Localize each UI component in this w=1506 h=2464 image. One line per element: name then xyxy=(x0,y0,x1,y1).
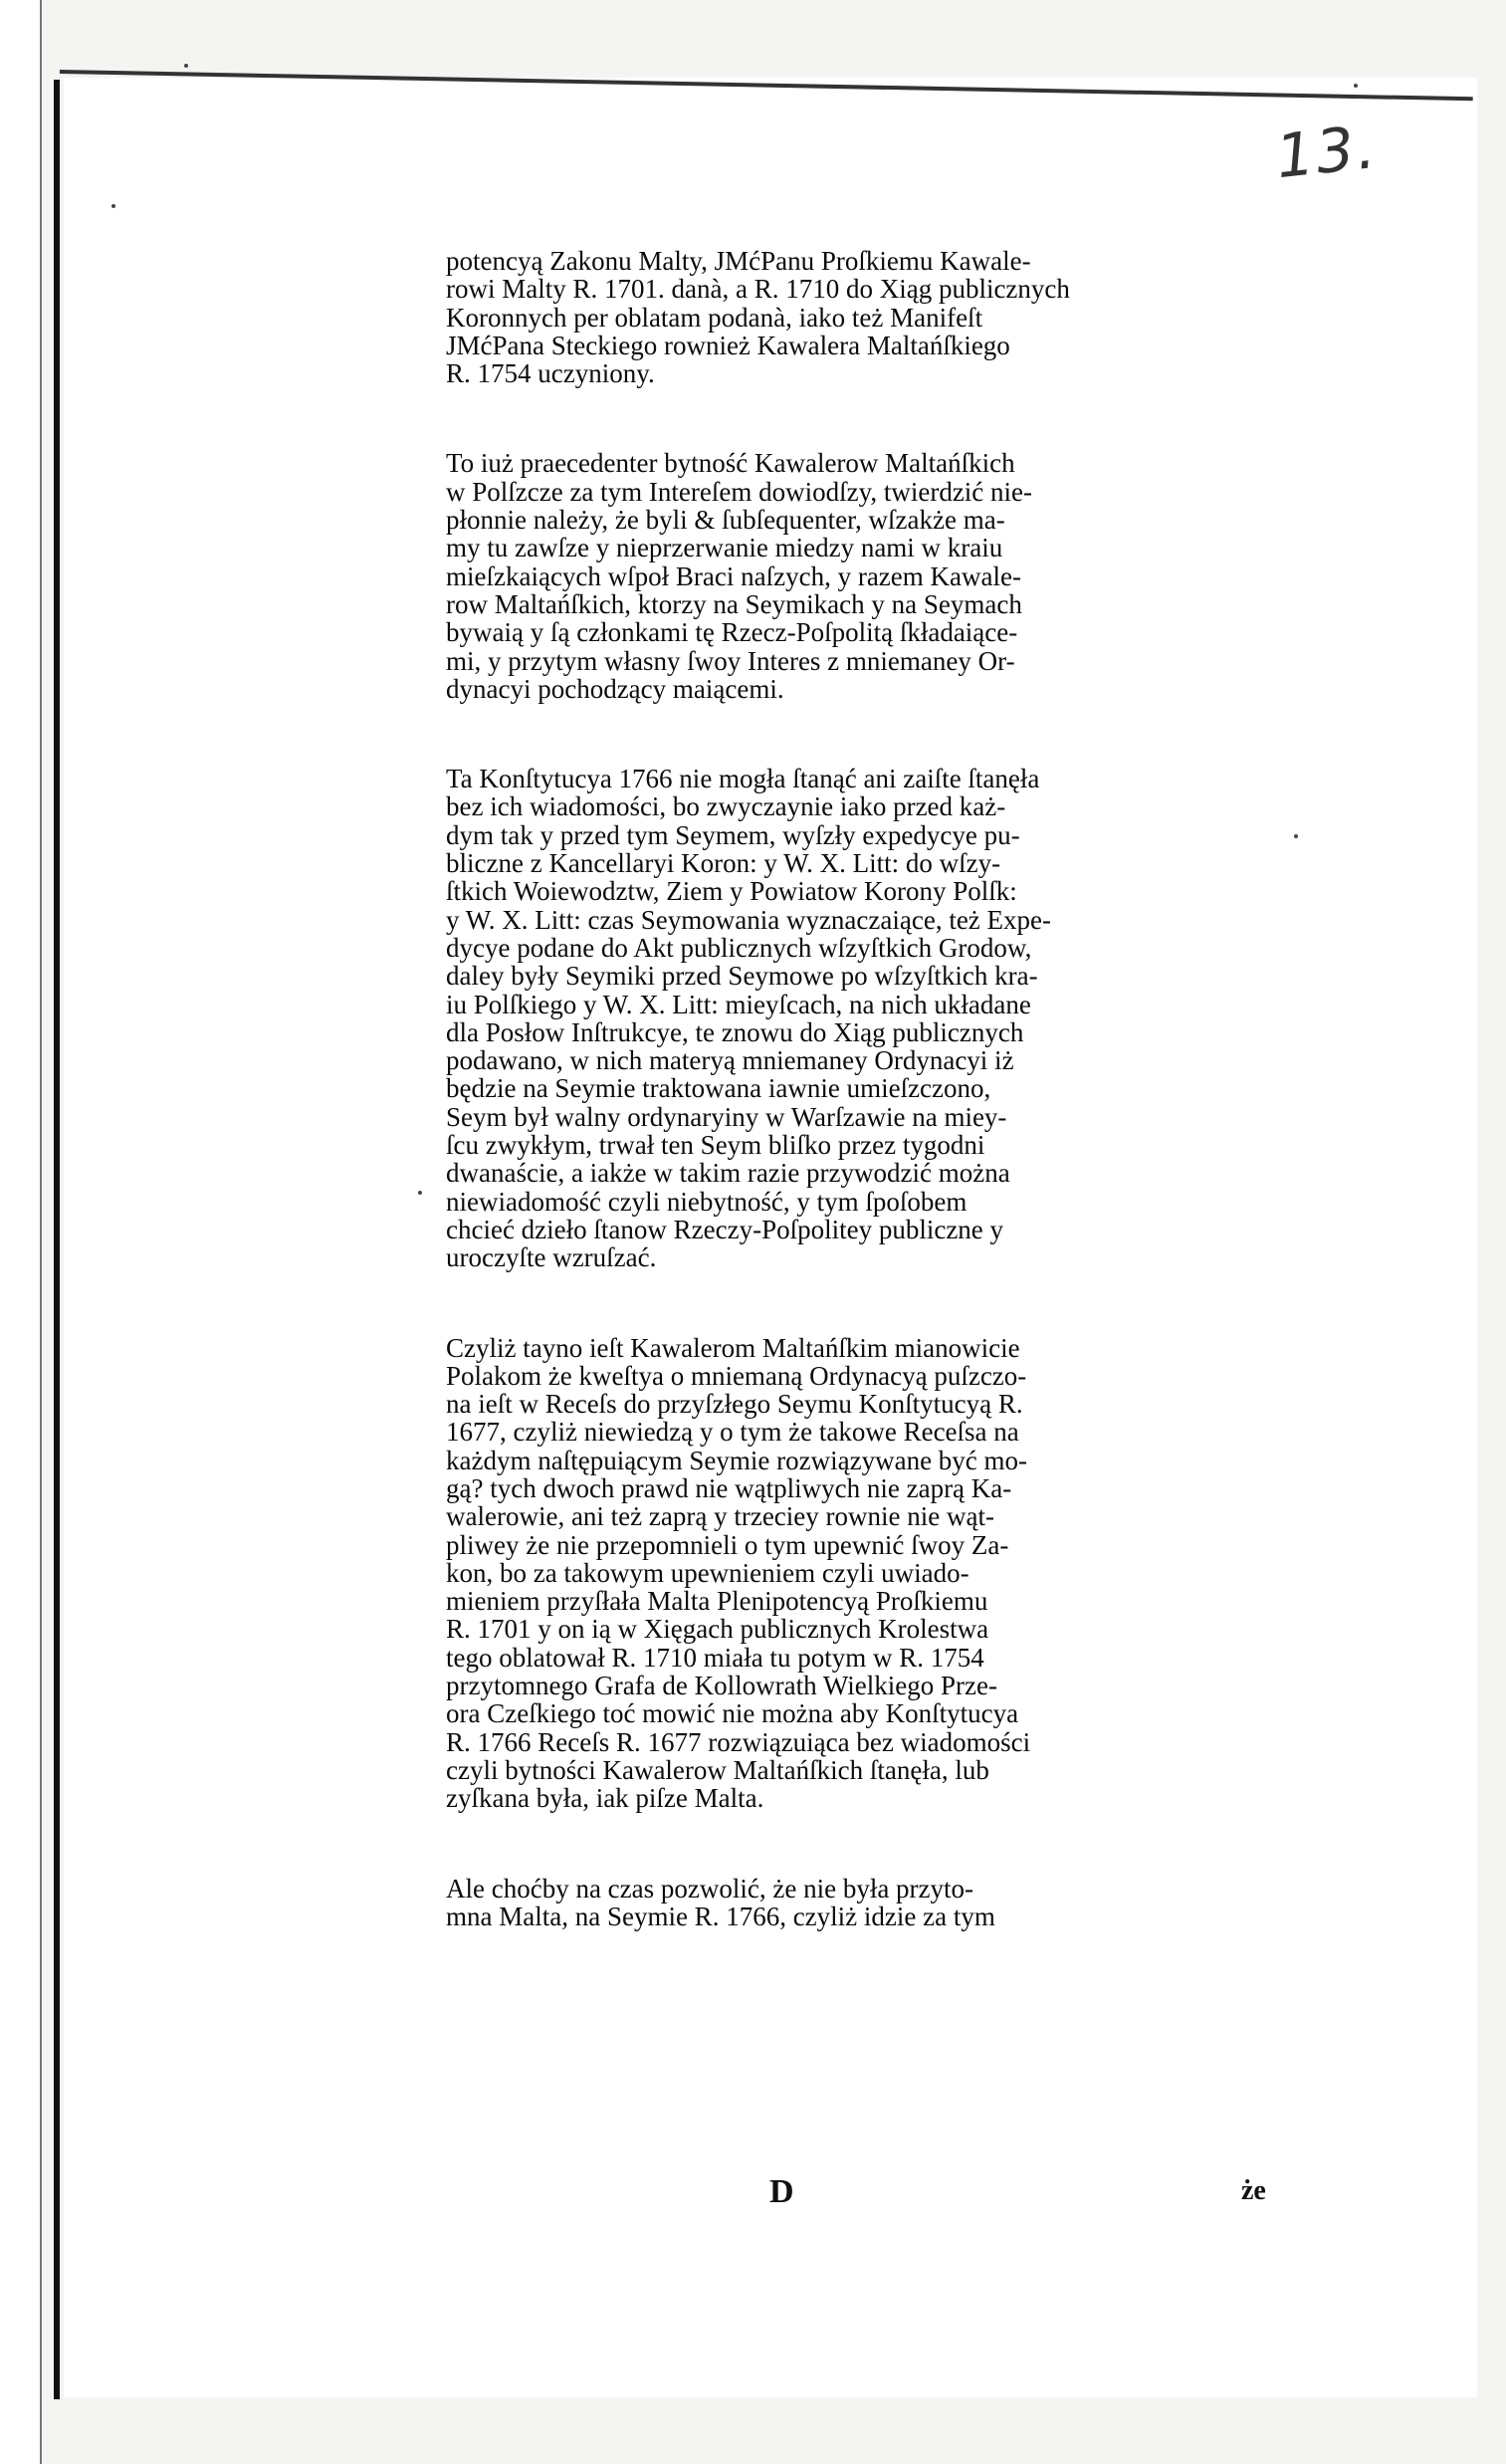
folio-number: 13. xyxy=(1272,112,1381,193)
paragraph-4: Czyliż tayno ieſt Kawalerom Maltańſkim mianowicie Polakom że kweſtya o mniemaną Ordynacyą puſzczo- na ieſt w Receſs do przyſzłego Seymu Konſtytucyą R. 1677, czyliż niewiedzą y o tym że takowe Receſsa na każdym naſtępuiącym Seymie rozwiązywane być mo- gą? tych dwoch prawd nie wątpliwych nie zaprą Ka- walerowie, ani też zaprą y trzeciey rownie nie wąt- pliwey że nie przepomnieli o tym upewnić ſwoy Za- kon, bo za takowym upewnieniem czyli uwiado- mieniem przyſłała Malta Plenipotencyą Proſkiemu R. 1701 y on ią w Xięgach publicznych Krolestwa tego oblatował R. 1710 miała tu potym w R. 1754 przytomnego Grafa de Kollowrath Wielkiego Prze- ora Czeſkiego toć mowić nie można aby Konſtytucya R. 1766 Receſs R. 1677 rozwiązuiąca bez wiadomości czyli bytności Kawalerow Maltańſkich ſtanęła, lub zyſkana była, iak piſze Malta. xyxy=(446,1332,1031,1814)
catchword: że xyxy=(1241,2175,1266,2206)
paragraph-3: Ta Konſtytucya 1766 nie mogła ſtanąć ani zaiſte ſtanęła bez ich wiadomości, bo zwyczaynie iako przed każ- dym tak y przed tym Seymem, wyſzły expedycye pu- bliczne z Kancellaryi Koron: y W. X. Litt: do wſzy- ſtkich Woiewodztw, Ziem y Powiatow Korony Polſk: y W. X. Litt: czas Seymowania wyznaczaiące, też Expe- dycye podane do Akt publicznych wſzyſtkich Grodow, daley były Seymiki przed Seymowe po wſzyſtkich kra- iu Polſkiego y W. X. Litt: mieyſcach, na nich układane dla Posłow Inſtrukcye, te znowu do Xiąg publicznych podawano, w nich materyą mniemaney Ordynacyi iż będzie na Seymie traktowana iawnie umieſzczono, Seym był walny ordynaryiny w Warſzawie na miey- ſcu zwykłym, trwał ten Seym bliſko przez tygodni dwanaście, a iakże w takim razie przywodzić można niewiadomość czyli niebytność, y tym ſpoſobem chcieć dzieło ſtanow Rzeczy-Poſpolitey publiczne y uroczyſte wzruſzać. xyxy=(446,764,1052,1273)
binding-edge xyxy=(54,80,60,2399)
binding-margin xyxy=(0,0,42,2464)
signature-mark: D xyxy=(769,2173,794,2210)
paragraph-5: Ale choćby na czas pozwolić, że nie była przyto- mna Malta, na Seymie R. 1766, czyliż idzie za tym xyxy=(446,1873,995,1931)
scan-speck xyxy=(1354,84,1358,88)
scan-speck xyxy=(111,204,115,208)
paragraph-1: potencyą Zakonu Malty, JMćPanu Proſkiemu Kawale- rowi Malty R. 1701. danà, a R. 1710 do Xiąg publicznych Koronnych per oblatam podanà, iako też Manifeſt JMćPana Steckiego rownież Kawalera Maltańſkiego R. 1754 uczyniony. xyxy=(446,246,1070,389)
body-text xyxy=(446,247,1284,1930)
paragraph-2: To iuż praecedenter bytność Kawalerow Maltańſkich w Polſzcze za tym Intereſem dowiodſzy, twierdzić nie- płonnie należy, że byli & ſubſequenter, wſzakże ma- my tu zawſze y nieprzerwanie miedzy nami w kraiu mieſzkaiących wſpoł Braci naſzych, y razem Kawale- row Maltańſkich, ktorzy na Seymikach y na Seymach bywaią y ſą członkami tę Rzecz-Poſpolitą ſkładaiące- mi, y przytym własny ſwoy Interes z mniemaney Or- dynacyi pochodzący maiącemi. xyxy=(446,448,1033,704)
scan-speck xyxy=(1294,834,1298,838)
scan-speck xyxy=(184,64,188,68)
scan-speck xyxy=(418,1191,422,1195)
